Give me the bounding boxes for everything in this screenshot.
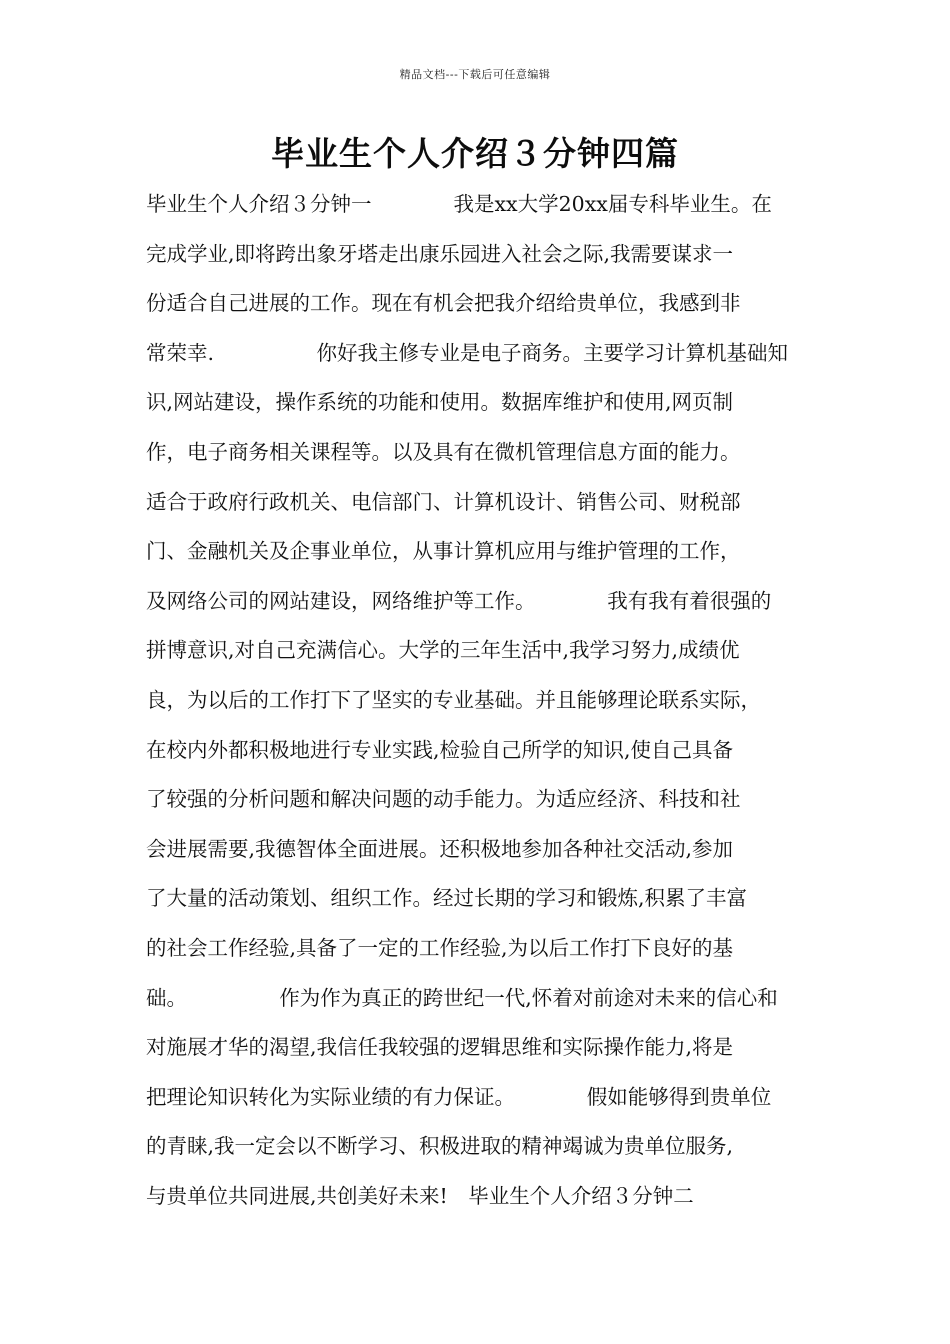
body-line: 了较强的分析问题和解决问题的动手能力。为适应经济、科技和社: [146, 787, 741, 812]
body-line: 了大量的活动策划、组织工作。经过长期的学习和锻炼,积累了丰富: [146, 886, 748, 911]
body-line: 门、金融机关及企事业单位，从事计算机应用与维护管理的工作，: [146, 539, 741, 564]
body-line: 适合于政府行政机关、电信部门、计算机设计、销售公司、财税部: [146, 489, 741, 514]
body-line: 识,网站建设，操作系统的功能和使用。数据库维护和使用,网页制: [146, 390, 734, 415]
body-line: 毕业生个人介绍３分钟一 我是xx大学20xx届专科毕业生。在: [146, 192, 772, 216]
body-line: 础。 作为作为真正的跨世纪一代,怀着对前途对未来的信心和: [146, 985, 778, 1010]
header-note: 精品文档---下载后可任意编辑: [399, 68, 551, 81]
document-body: [146, 180, 826, 1221]
body-line: 及网络公司的网站建设，网络维护等工作。 我有我有着很强的: [146, 588, 772, 613]
body-line: 拼博意识,对自己充满信心。大学的三年生活中,我学习努力,成绩优: [146, 638, 740, 663]
body-line: 与贵单位共同进展,共创美好未来! 毕业生个人介绍３分钟二: [146, 1183, 694, 1208]
body-line: 的青睐,我一定会以不断学习、积极进取的精神竭诚为贵单位服务,: [146, 1134, 734, 1159]
body-line: 会进展需要,我德智体全面进展。还积极地参加各种社交活动,参加: [146, 836, 734, 861]
body-line: 常荣幸. 你好我主修专业是电子商务。主要学习计算机基础知: [146, 340, 789, 365]
body-line: 良，为以后的工作打下了坚实的专业基础。并且能够理论联系实际，: [146, 687, 761, 712]
body-line: 在校内外都积极地进行专业实践,检验自己所学的知识,使自己具备: [146, 737, 734, 762]
body-line: 份适合自己进展的工作。现在有机会把我介绍给贵单位，我感到非: [146, 291, 741, 316]
document-title: 毕业生个人介绍３分钟四篇: [271, 134, 679, 173]
body-line: 完成学业,即将跨出象牙塔走出康乐园进入社会之际,我需要谋求一: [146, 241, 734, 266]
body-line: 对施展才华的渴望,我信任我较强的逻辑思维和实际操作能力,将是: [146, 1035, 734, 1060]
body-line: 的社会工作经验,具备了一定的工作经验,为以后工作打下良好的基: [146, 935, 734, 960]
body-line: 把理论知识转化为实际业绩的有力保证。 假如能够得到贵单位: [146, 1084, 772, 1109]
body-line: 作，电子商务相关课程等。以及具有在微机管理信息方面的能力。: [146, 439, 741, 464]
